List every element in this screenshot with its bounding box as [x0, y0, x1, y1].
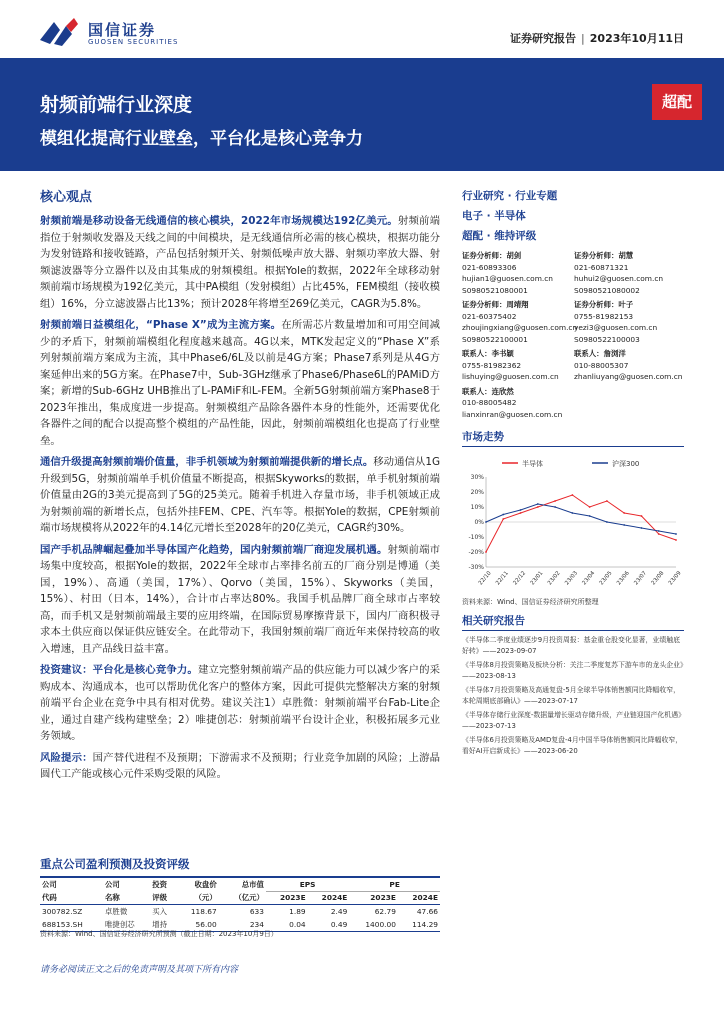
analyst-phone: 010-88005307 [574, 360, 629, 370]
core-view-title: 核心观点 [40, 190, 93, 205]
x-tick-label: 22/11 [495, 570, 510, 587]
report-type: 证券研究报告 [510, 32, 577, 45]
table-cell: 卓胜微 [105, 907, 128, 916]
data-point [502, 518, 504, 520]
report-sector: 电子 · 半导体 [462, 210, 526, 222]
table-cell: 300782.SZ [42, 907, 83, 916]
table-row [40, 905, 440, 919]
analyst-license: S0980521080002 [574, 285, 640, 295]
report-rating: 超配 · 维持评级 [462, 230, 537, 242]
data-point [485, 521, 487, 523]
paragraph-lead: 射频前端日益模组化，“Phase X”成为主流方案。 [40, 319, 282, 331]
paragraph-body: 射频前端指位于射频收发器及天线之间的中间模块，是无线通信所必需的核心模块，根据功能分为发射链路和接收链路，产品包括射频开关、射频低噪声放大器、射频功率放大器、射频滤波器等分立器件以及由其集成的射频模组。根据Yole的数据，2022年全球移动射频前端市场规模为192亿美元，其中PA模组（发射模组）占比45%，FEM模组（接收模组）16%，分立滤波器占比13%；预计2028年将增至269亿美元，CAGR为5.8%。 [40, 215, 441, 310]
forecast-table-title: 重点公司盈利预测及投资评级 [40, 857, 190, 871]
data-point [554, 500, 556, 502]
data-point [537, 503, 539, 505]
analyst-phone: 0755-81982362 [462, 360, 522, 370]
market-chart-svg [462, 455, 684, 595]
related-report-item[interactable]: 《半导体存储行业深度-数据量增长驱动存储升级，产业链迎国产化机遇》——2023-07-13 [462, 711, 682, 730]
core-view-paragraph [40, 542, 440, 658]
data-point [658, 533, 660, 535]
related-report-item[interactable]: 《半导体7月投资策略及高通复盘-5月全球半导体销售额同比降幅收窄，本轮周期底部确认》——2023-07-17 [462, 686, 680, 705]
x-tick-label: 22/12 [512, 570, 528, 587]
related-report-item[interactable]: 《半导体二季度业绩逐步9月投资周报：基金重仓股变化显著，业绩触底好转》——2023-09-07 [462, 636, 680, 655]
table-cell: 1400.00 [349, 918, 398, 932]
analyst-card [574, 299, 684, 345]
x-tick-label: 23/01 [529, 570, 545, 587]
th-rating: 评级 [150, 891, 176, 905]
x-tick-label: 23/07 [633, 570, 649, 587]
y-tick-label: 20% [470, 489, 484, 496]
disclaimer-footer: 请务必阅读正文之后的免责声明及其项下所有内容 [40, 965, 239, 975]
table-cell: 118.67 [190, 907, 217, 916]
table-cell: 633 [249, 907, 264, 916]
analyst-role: 联系人： [462, 386, 492, 396]
th-eps-group: EPS [266, 877, 349, 891]
logo-text-en: GUOSEN SECURITIES [88, 38, 179, 46]
analyst-card [462, 250, 572, 296]
th-name: 名称 [103, 891, 150, 905]
core-view-paragraph [40, 454, 440, 537]
paragraph-body: 在所需芯片数量增加和可用空间减少的矛盾下，射频前端模组化程度越来越高。4G以来，MTK发起定义的“Phase X”系列射频前端方案成为主流，其中Phase6/6L及以前是4G方案；Phase7系列是从4G方案延伸出来的5G方案。在Phase7中，Sub-3GHz继承了Phase6/Phase6L的PAMiD方案；新增的Sub-6GHz UHB推出了L-PAMiF和L-FEM。全新5G射频前端方案Phase8于2023年推出，集成度进一步提高。射频模组产品除各器件本身的性能外，还需要优化各器件之间的配合以提高整个模组的产品性能，因此，射频前端模组化也提高了行业壁垒。 [40, 319, 440, 447]
data-point [641, 527, 643, 529]
paragraph-body: 建立完整射频前端产品的供应能力可以减少客户的采购成本、沟通成本，也可以帮助优化客户的整体方案，因此可提供完整解决方案的射频前端平台企业在竞争中具有相对优势。建议关注1）卓胜微：射频前端平台Fab-Lite企业，通过自建产线构建壁垒；2）唯捷创芯：射频前端平台设计企业，积极拓展多元业务领域。 [40, 664, 441, 742]
table-cell: 唯捷创芯 [103, 918, 150, 932]
report-category: 行业研究 · 行业专题 [462, 190, 558, 202]
company-logo [40, 18, 220, 52]
table-cell: 2.49 [330, 907, 348, 916]
core-view-paragraph [40, 213, 440, 312]
table-cell: 114.29 [398, 918, 440, 932]
analyst-phone: 021-60375402 [462, 311, 517, 321]
data-point [485, 551, 487, 553]
series-line-csi300 [486, 504, 676, 534]
paragraph-body: 国产替代进程不及预期；下游需求不及预期；行业竞争加剧的风险；上游晶圆代工产能或核心元件采购受限的风险。 [40, 751, 441, 780]
data-point [658, 530, 660, 532]
table-cell: 增持 [150, 918, 176, 932]
x-tick-label: 23/04 [581, 570, 597, 587]
analyst-card [574, 348, 684, 383]
paragraph-lead: 通信升级提高射频前端价值量，非手机领域为射频前端提供新的增长点。 [40, 456, 374, 468]
analyst-license: S0980522100001 [462, 334, 528, 344]
th-eps-2023: 2023E [266, 891, 308, 905]
report-title: 射频前端行业深度 [40, 94, 193, 116]
table-cell: 62.79 [374, 907, 396, 916]
x-tick-label: 23/08 [650, 570, 666, 587]
paragraph-body: 移动通信从1G升级到5G，射频前端单手机价值量不断提高，根据Skyworks的数据，单手机射频前端价值量由2G的3美元提高到了5G的25美元。随着手机进入存量市场，非手机领域正成为射频前端的新增长点，包括外挂FEM、CPE、汽车等。根据Yole的数据，CPE射频前端市场规模将从2022年的4.14亿元增长至2028年的20亿美元，CAGR约30%。 [40, 456, 440, 534]
x-tick-label: 23/02 [546, 570, 562, 587]
analyst-email[interactable]: lishuying@guosen.com.cn [462, 372, 559, 381]
analyst-role: 证券分析师： [574, 251, 619, 260]
core-view-paragraph [40, 750, 440, 783]
analyst-email[interactable]: zhoujingxiang@guosen.com.cn [462, 323, 578, 332]
analyst-email[interactable]: yezi3@guosen.com.cn [574, 323, 658, 332]
market-trend-title: 市场走势 [462, 429, 684, 447]
y-tick-label: -20% [468, 549, 484, 556]
analyst-name: 连欣然 [491, 386, 514, 396]
x-tick-label: 23/09 [667, 570, 683, 587]
analyst-role: 联系人： [462, 349, 492, 358]
analyst-name: 詹浏洋 [603, 349, 626, 358]
analyst-list [462, 250, 684, 423]
th-cap: （亿元） [219, 891, 266, 905]
data-point [675, 539, 677, 541]
x-tick-label: 23/05 [598, 570, 614, 587]
table-cell: 234 [219, 918, 266, 932]
page-header [0, 0, 724, 60]
table-cell: 47.66 [416, 907, 438, 916]
paragraph-body: 射频前端市场集中度较高，根据Yole的数据，2022年全球市占率排名前五的厂商分别是博通（美国，19%）、高通（美国，17%）、Qorvo（美国，15%）、Skyworks（美国，15%）、村田（日本，14%），合计市占率达80%。我国手机品牌厂商全球市占率较高，而手机又是射频前端最主要的应用终端，在国际贸易摩擦背景下，国内厂商积极寻求本土供应商以保证供应链安全。在此带动下，我国射频前端厂商近年来保持较高的收入增速，且产品线日益丰富。 [40, 543, 441, 655]
analyst-name: 叶子 [618, 300, 634, 309]
core-view-paragraph [40, 317, 440, 449]
y-tick-label: 0% [474, 519, 484, 526]
data-point [571, 494, 573, 496]
th-price: （元） [177, 891, 219, 905]
data-point [606, 500, 608, 502]
rating-badge: 超配 [652, 84, 702, 120]
analyst-email[interactable]: huhui2@guosen.com.cn [574, 274, 664, 283]
y-tick-label: 10% [470, 504, 484, 511]
data-point [675, 533, 677, 535]
legend-label: 半导体 [522, 460, 543, 468]
report-meta: 证券研究报告 | 2023年10月11日 [510, 32, 684, 45]
series-line-semiconductor [486, 495, 676, 552]
core-view-paragraph [40, 662, 440, 745]
analyst-email[interactable]: lianxinran@guosen.com.cn [462, 409, 563, 419]
analyst-name: 胡剑 [506, 251, 522, 260]
analyst-email[interactable]: zhanliuyang@guosen.com.cn [574, 372, 683, 381]
th-eps-2024: 2024E [308, 891, 350, 905]
related-report-item[interactable]: 《半导体6月投资策略及AMD复盘-4月中国半导体销售额同比降幅收窄，看好AI开启新成长》——2023-06-20 [462, 736, 683, 755]
analyst-phone: 010-88005482 [462, 398, 517, 407]
data-point [502, 514, 504, 516]
related-reports-title: 相关研究报告 [462, 613, 684, 631]
paragraph-lead: 风险提示： [40, 751, 93, 764]
th-code-top: 公司 [42, 880, 57, 889]
paragraph-lead: 射频前端是移动设备无线通信的核心模块，2022年市场规模达192亿美元。 [40, 215, 398, 227]
market-trend-chart [462, 455, 684, 595]
sidebar [462, 186, 684, 756]
table-cell: 0.49 [308, 918, 350, 932]
analyst-phone: 021-60871321 [574, 262, 629, 272]
analyst-card [574, 250, 684, 296]
data-point [571, 512, 573, 514]
table-cell: 1.89 [289, 907, 306, 916]
data-point [623, 524, 625, 526]
logo-text-cn: 国信证券 [88, 21, 157, 39]
data-point [641, 515, 643, 517]
analyst-role: 证券分析师： [462, 251, 507, 260]
data-point [606, 521, 608, 523]
paragraph-lead: 投资建议：平台化是核心竞争力。 [40, 664, 198, 676]
y-tick-label: -10% [468, 534, 484, 541]
analyst-phone: 021-60893306 [462, 262, 517, 272]
th-cap-top: 总市值 [241, 880, 264, 889]
y-tick-label: 30% [470, 474, 484, 481]
table-cell: 688153.SH [40, 918, 103, 932]
table-source: 资料来源：Wind、国信证券经济研究所预测（截止日期：2023年10月9日） [40, 930, 278, 938]
analyst-name: 李书颖 [491, 349, 514, 358]
table-cell: 买入 [152, 907, 168, 916]
data-point [589, 506, 591, 508]
analyst-email[interactable]: hujian1@guosen.com.cn [462, 274, 553, 283]
core-view-section [40, 186, 440, 783]
th-pe-group: PE [349, 877, 440, 891]
th-pe-2024: 2024E [398, 891, 440, 905]
data-point [623, 512, 625, 514]
th-price-top: 收盘价 [194, 880, 217, 889]
th-name-top: 公司 [105, 880, 120, 889]
report-subtitle: 模组化提高行业壁垒，平台化是核心竞争力 [40, 129, 363, 149]
y-tick-label: -30% [468, 564, 484, 571]
analyst-role: 证券分析师： [462, 300, 507, 309]
table-cell: 0.04 [266, 918, 308, 932]
paragraph-lead: 国产手机品牌崛起叠加半导体国产化趋势，国内射频前端厂商迎发展机遇。 [40, 543, 388, 556]
guosen-logo-icon [40, 18, 80, 48]
th-pe-2023: 2023E [349, 891, 398, 905]
data-point [554, 506, 556, 508]
th-code: 代码 [40, 891, 103, 905]
forecast-table [40, 876, 440, 932]
related-report-item[interactable]: 《半导体8月投资策略及板块分析：关注二季度复苏下游车市的龙头企业》——2023-08-13 [462, 661, 684, 680]
analyst-card [462, 386, 572, 421]
data-point [520, 512, 522, 514]
data-point [537, 506, 539, 508]
analyst-license: S0980522100003 [574, 334, 640, 344]
analyst-role: 证券分析师： [574, 300, 619, 309]
analyst-name: 胡慧 [618, 251, 634, 260]
analyst-license: S0980521080001 [462, 285, 528, 295]
title-banner [0, 58, 724, 171]
chart-source: 资料来源：Wind、国信证券经济研究所整理 [462, 598, 599, 606]
analyst-card [462, 299, 578, 345]
x-tick-label: 23/03 [564, 570, 579, 587]
analyst-card [462, 348, 572, 383]
analyst-name: 周靖翔 [506, 300, 529, 309]
data-point [589, 515, 591, 517]
related-reports-list [462, 635, 684, 756]
table-cell: 56.00 [177, 918, 219, 932]
analyst-role: 联系人： [574, 349, 604, 358]
legend-label: 沪深300 [612, 460, 640, 468]
analyst-phone: 0755-81982153 [574, 311, 634, 321]
report-date: 2023年10月11日 [589, 32, 684, 45]
x-tick-label: 22/10 [477, 570, 493, 587]
x-tick-label: 23/06 [616, 570, 631, 587]
data-point [520, 509, 522, 511]
th-rating-top: 投资 [152, 880, 168, 889]
